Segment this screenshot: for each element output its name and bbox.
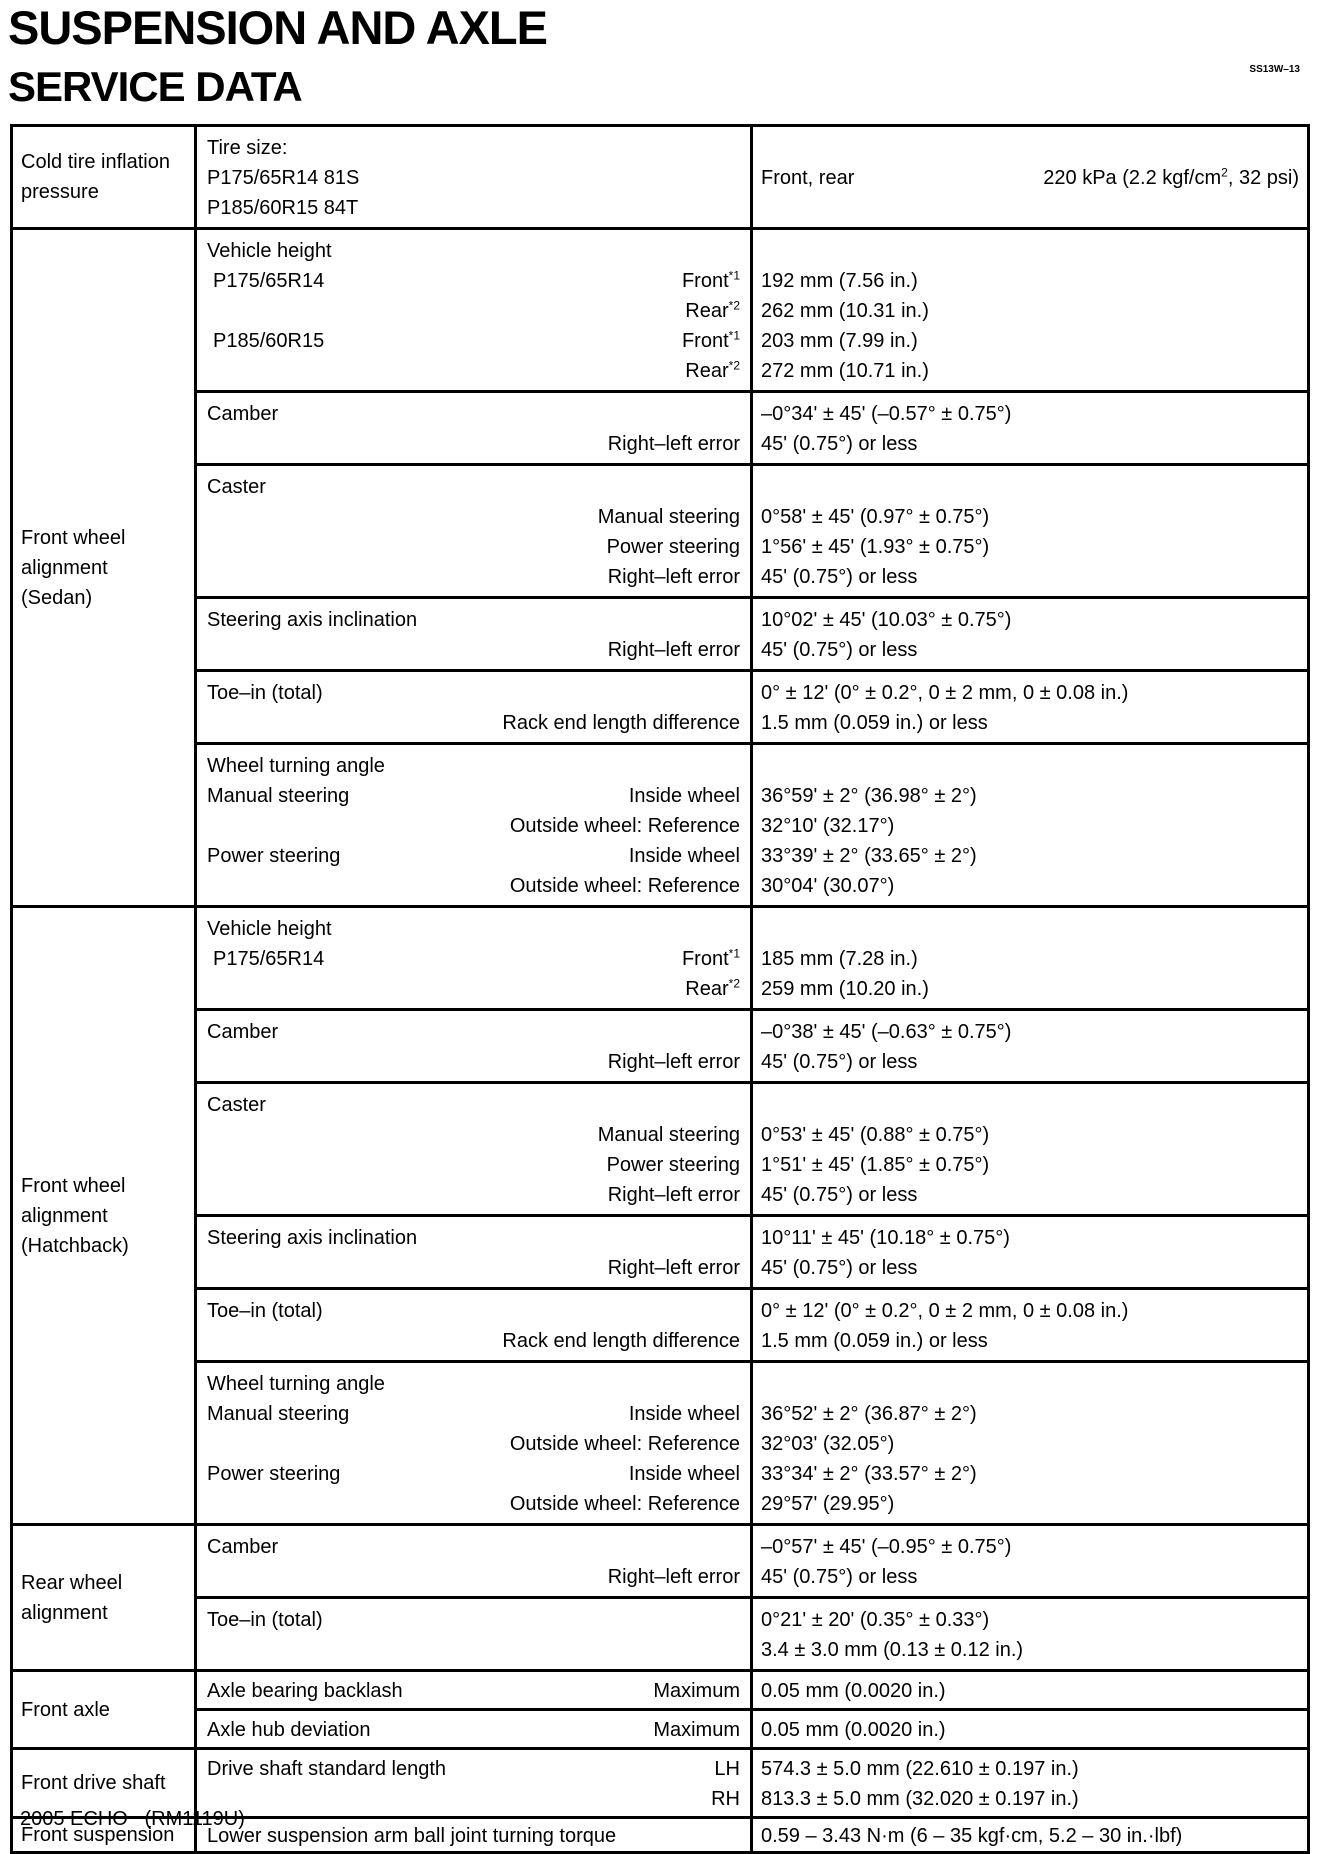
value: 33°39' ± 2° (33.65° ± 2°) [761,845,977,867]
axle-hub-row: Axle hub deviation Maximum 0.05 mm (0.0020 in.) [197,1708,1307,1747]
row-title: Caster [207,476,266,498]
value: 262 mm (10.31 in.) [761,300,929,322]
value: 10°11' ± 45' (10.18° ± 0.75°) [761,1227,1010,1249]
value: 0° ± 12' (0° ± 0.2°, 0 ± 2 mm, 0 ± 0.08 in.) [761,682,1129,704]
value: 203 mm (7.99 in.) [761,330,918,352]
camber-row: Camber Right–left error –0°57' ± 45' (–0.95° ± 0.75°) 45' (0.75°) or less [197,1526,1307,1596]
row-title: Wheel turning angle [207,1373,385,1395]
row-title: Camber [207,1536,279,1558]
wheel-turning-row: Wheel turning angle Manual steering Inside wheel Outside wheel: Reference Power steering Inside wheel Outside wheel: Reference 36°52' ± 2° (36.87° ± 2°) 32°03' (32.05°) 33°34' ± 2° (33.57° ± 2°) 29°57' (29.95°) [197,1360,1307,1523]
row-title: Caster [207,1094,266,1116]
value: 45' (0.75°) or less [761,1051,918,1073]
axle-backlash-row: Axle bearing backlash Maximum 0.05 mm (0.0020 in.) [197,1672,1307,1708]
pressure-position: Front, rear [761,166,855,189]
value: 45' (0.75°) or less [761,1566,918,1588]
value: 574.3 ± 5.0 mm (22.610 ± 0.197 in.) [761,1758,1079,1780]
value: 45' (0.75°) or less [761,566,918,588]
camber-row: Camber Right–left error –0°34' ± 45' (–0.57° ± 0.75°) 45' (0.75°) or less [197,390,1307,463]
value: 32°10' (32.17°) [761,815,895,837]
value: 1.5 mm (0.059 in.) or less [761,712,988,734]
footer [20,1806,245,1832]
value: 0°53' ± 45' (0.88° ± 0.75°) [761,1124,990,1146]
value: 45' (0.75°) or less [761,639,918,661]
value: –0°34' ± 45' (–0.57° ± 0.75°) [761,403,1012,425]
value: –0°38' ± 45' (–0.63° ± 0.75°) [761,1021,1012,1043]
section-sedan [13,227,1307,905]
vehicle-height-row: Vehicle height P175/65R14 Front$^{*1}$ Rear$^{*2}$ P185/60R15 Front$^{*1}$ Rear$^{*2}$ 192 mm (7.56 in.) 262 mm (10.31 in.) 203 mm (7.99 in.) 272 mm (10.71 in.) [197,230,1307,390]
value: 45' (0.75°) or less [761,433,918,455]
toe-in-row: Toe–in (total) Rack end length difference 0° ± 12' (0° ± 0.2°, 0 ± 2 mm, 0 ± 0.08 in.) 1.5 mm (0.059 in.) or less [197,1287,1307,1360]
value: 813.3 ± 5.0 mm (32.020 ± 0.197 in.) [761,1788,1079,1810]
value: 36°59' ± 2° (36.98° ± 2°) [761,785,977,807]
camber-row: Camber Right–left error –0°38' ± 45' (–0.63° ± 0.75°) 45' (0.75°) or less [197,1008,1307,1081]
wheel-turning-row: Wheel turning angle Manual steering Inside wheel Outside wheel: Reference Power steering Inside wheel Outside wheel: Reference 36°59' ± 2° (36.98° ± 2°) 32°10' (32.17°) 33°39' ± 2° (33.65° ± 2°) 30°04' (30.07°) [197,742,1307,905]
tire-size-label: Tire size: [207,137,288,159]
category-label: Front axle [13,1672,197,1747]
row-title: Vehicle height [207,240,332,262]
value: 1°56' ± 45' (1.93° ± 0.75°) [761,536,990,558]
value: 0.59 – 3.43 N·m (6 – 35 kgf·cm, 5.2 – 30 in.·lbf) [761,1825,1183,1847]
value: 272 mm (10.71 in.) [761,360,929,382]
value: 29°57' (29.95°) [761,1493,895,1515]
caster-row: Caster Manual steering Power steering Right–left error 0°53' ± 45' (0.88° ± 0.75°) 1°51' ± 45' (1.85° ± 0.75°) 45' (0.75°) or less [197,1081,1307,1214]
category-label: Front wheel alignment (Hatchback) [13,908,197,1523]
drive-shaft-row: Drive shaft standard length LH RH 574.3 ± 5.0 mm (22.610 ± 0.197 in.) 813.3 ± 5.0 mm (32.020 ± 0.197 in.) [197,1750,1307,1816]
value: 1.5 mm (0.059 in.) or less [761,1330,988,1352]
row-title: Steering axis inclination [207,609,418,631]
value: 0.05 mm (0.0020 in.) [761,1680,946,1702]
page-title: SUSPENSION AND AXLE [8,1,547,54]
value: 36°52' ± 2° (36.87° ± 2°) [761,1403,977,1425]
caster-row: Caster Manual steering Power steering Right–left error 0°58' ± 45' (0.97° ± 0.75°) 1°56' ± 45' (1.93° ± 0.75°) 45' (0.75°) or less [197,463,1307,596]
page-subtitle: SERVICE DATA [8,63,302,110]
value: 45' (0.75°) or less [761,1184,918,1206]
section-hatchback [13,905,1307,1523]
value: 192 mm (7.56 in.) [761,270,918,292]
value: 3.4 ± 3.0 mm (0.13 ± 0.12 in.) [761,1639,1024,1661]
value: 45' (0.75°) or less [761,1257,918,1279]
value: –0°57' ± 45' (–0.95° ± 0.75°) [761,1536,1012,1558]
toe-in-row [197,1596,1307,1669]
category-label: Front suspension [13,1819,197,1851]
steering-axis-row: Steering axis inclination Right–left error 10°02' ± 45' (10.03° ± 0.75°) 45' (0.75°) or less [197,596,1307,669]
value: 30°04' (30.07°) [761,875,895,897]
cold-tire-row [197,127,1307,227]
section-cold-tire [13,127,1307,227]
row-title: Toe–in (total) [207,682,323,704]
tire-size: P175/65R14 [213,948,325,970]
tire-size-2: P185/60R15 84T [207,197,359,219]
row-title: Vehicle height [207,918,332,940]
value: 32°03' (32.05°) [761,1433,895,1455]
row-title: Toe–in (total) [207,1300,323,1322]
tire-size-1: P175/65R14 81S [207,167,360,189]
row-title: Camber [207,403,279,425]
page-code: SS13W–13 [1249,64,1300,75]
tire-size: P185/60R15 [213,330,325,352]
row-title: Camber [207,1021,279,1043]
section-front-axle [13,1669,1307,1747]
category-label: Cold tire inflation pressure [13,127,197,227]
footer-code: (RM1119U) [144,1808,245,1830]
value: 185 mm (7.28 in.) [761,948,918,970]
value: 0.05 mm (0.0020 in.) [761,1719,946,1741]
row-title: Steering axis inclination [207,1227,418,1249]
vehicle-height-row: Vehicle height P175/65R14 Front$^{*1}$ Rear$^{*2}$ 185 mm (7.28 in.) 259 mm (10.20 in.) [197,908,1307,1008]
value: 0°58' ± 45' (0.97° ± 0.75°) [761,506,990,528]
value: 10°02' ± 45' (10.03° ± 0.75°) [761,609,1012,631]
value: 0°21' ± 20' (0.35° ± 0.33°) [761,1609,990,1631]
section-rear-alignment [13,1523,1307,1669]
row-title: Wheel turning angle [207,755,385,777]
tire-size: P175/65R14 [213,270,325,292]
category-label: Rear wheel alignment [13,1526,197,1669]
footer-model: 2005 ECHO [20,1808,128,1830]
pressure-value: 220 kPa (2.2 kgf/$cm^2$, 32 psi) [1043,164,1299,189]
toe-in-row: Toe–in (total) Rack end length difference 0° ± 12' (0° ± 0.2°, 0 ± 2 mm, 0 ± 0.08 in.) 1.5 mm (0.059 in.) or less [197,669,1307,742]
service-data-table [10,124,1310,1854]
value: 0° ± 12' (0° ± 0.2°, 0 ± 2 mm, 0 ± 0.08 in.) [761,1300,1129,1322]
category-label: Front drive shaft [13,1750,197,1816]
value: 33°34' ± 2° (33.57° ± 2°) [761,1463,977,1485]
value: 1°51' ± 45' (1.85° ± 0.75°) [761,1154,990,1176]
row-title: Toe–in (total) [207,1609,323,1631]
category-label: Front wheel alignment (Sedan) [13,230,197,905]
steering-axis-row: Steering axis inclination Right–left error 10°11' ± 45' (10.18° ± 0.75°) 45' (0.75°) or less [197,1214,1307,1287]
ball-joint-row: Lower suspension arm ball joint turning torque 0.59 – 3.43 N·m (6 – 35 kgf·cm, 5.2 – 30 in.·lbf) [197,1819,1307,1851]
value: 259 mm (10.20 in.) [761,978,929,1000]
